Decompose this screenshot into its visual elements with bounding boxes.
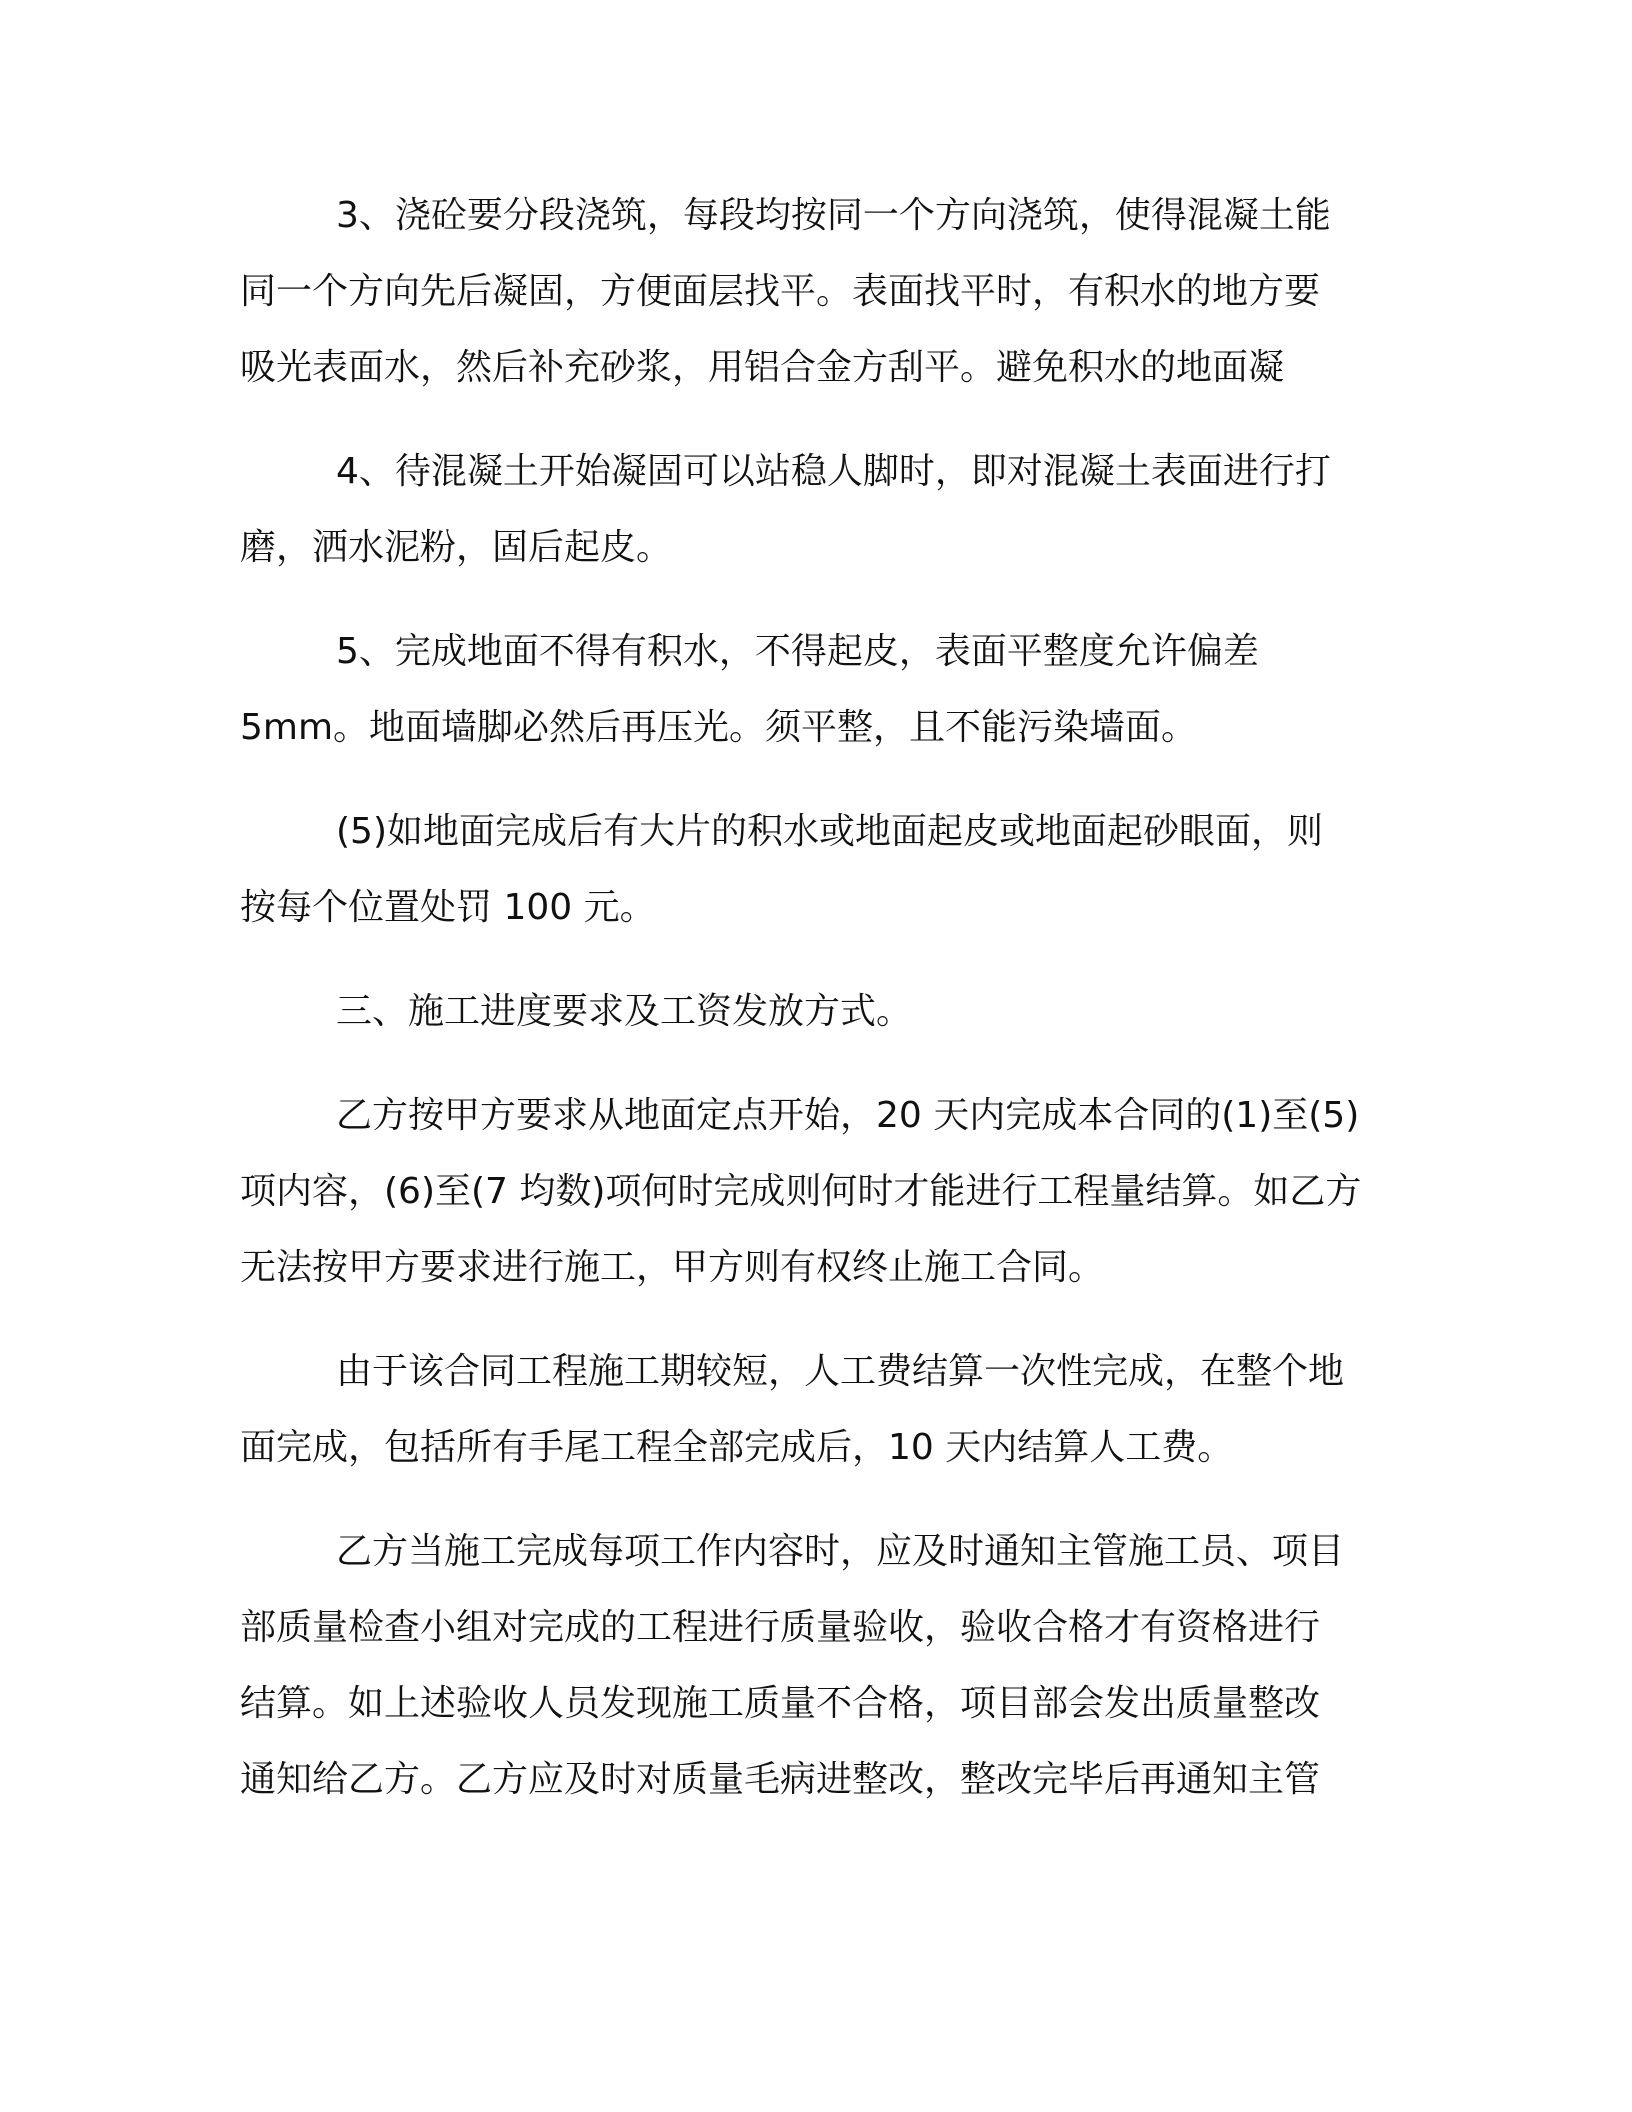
paragraph-7-line-2: 面完成，包括所有手尾工程全部完成后，10 天内结算人工费。	[240, 1427, 1234, 1468]
paragraph-8-line-2: 部质量检查小组对完成的工程进行质量验收，验收合格才有资格进行	[240, 1607, 1321, 1648]
paragraph-4-line-2: 按每个位置处罚 100 元。	[240, 887, 656, 928]
paragraph-8-line-4: 通知给乙方。乙方应及时对质量毛病进整改，整改完毕后再通知主管	[240, 1759, 1321, 1800]
paragraph-3-line-1: 5、完成地面不得有积水，不得起皮，表面平整度允许偏差	[336, 631, 1259, 672]
paragraph-2-line-2: 磨，洒水泥粉，固后起皮。	[240, 527, 673, 568]
paragraph-8-line-3: 结算。如上述验收人员发现施工质量不合格，项目部会发出质量整改	[240, 1683, 1321, 1724]
paragraph-4-line-1: (5)如地面完成后有大片的积水或地面起皮或地面起砂眼面，则	[336, 811, 1323, 852]
paragraph-2-line-1: 4、待混凝土开始凝固可以站稳人脚时，即对混凝土表面进行打	[336, 451, 1331, 492]
paragraph-6-line-3: 无法按甲方要求进行施工，甲方则有权终止施工合同。	[240, 1247, 1105, 1288]
paragraph-7-line-1: 由于该合同工程施工期较短，人工费结算一次性完成，在整个地	[336, 1351, 1345, 1392]
section-heading: 三、施工进度要求及工资发放方式。	[336, 991, 913, 1032]
paragraph-8-line-1: 乙方当施工完成每项工作内容时，应及时通知主管施工员、项目	[336, 1531, 1345, 1572]
paragraph-6-line-2: 项内容，(6)至(7 均数)项何时完成则何时才能进行工程量结算。如乙方	[240, 1171, 1362, 1212]
paragraph-1-line-1: 3、浇砼要分段浇筑，每段均按同一个方向浇筑，使得混凝土能	[336, 195, 1331, 236]
paragraph-3-line-2: 5mm。地面墙脚必然后再压光。须平整，且不能污染墙面。	[240, 707, 1198, 748]
paragraph-1-line-2: 同一个方向先后凝固，方便面层找平。表面找平时，有积水的地方要	[240, 271, 1321, 312]
paragraph-6-line-1: 乙方按甲方要求从地面定点开始，20 天内完成本合同的(1)至(5)	[336, 1095, 1360, 1136]
paragraph-1-line-3: 吸光表面水，然后补充砂浆，用铝合金方刮平。避免积水的地面凝	[240, 347, 1285, 388]
